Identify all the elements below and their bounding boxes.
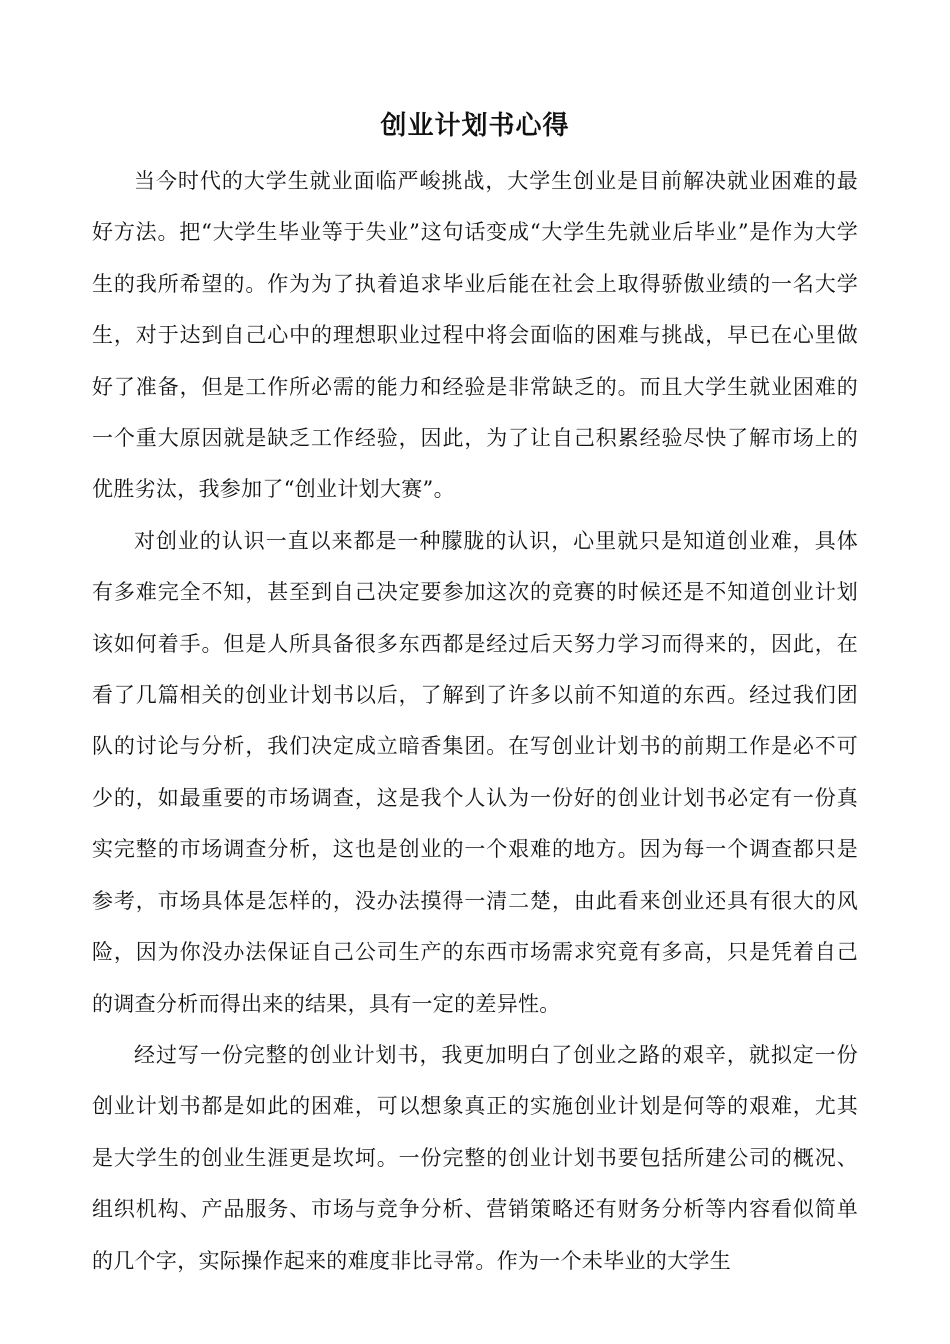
document-page (92, 96, 858, 1287)
paragraph-3: 经过写一份完整的创业计划书，我更加明白了创业之路的艰辛，就拟定一份创业计划书都是如此的困难，可以想象真正的实施创业计划是何等的艰难，尤其是大学生的创业生涯更是坎坷。一份完整的创业计划书要包括所建公司的概况、组织机构、产品服务、市场与竞争分析、营销策略还有财务分析等内容看似简单的几个字，实际操作起来的难度非比寻常。作为一个未毕业的大学生 (92, 1042, 858, 1273)
document-title: 创业计划书心得 (380, 111, 570, 141)
paragraph-2: 对创业的认识一直以来都是一种朦胧的认识，心里就只是知道创业难，具体有多难完全不知，甚至到自己决定要参加这次的竞赛的时候还是不知道创业计划该如何着手。但是人所具备很多东西都是经过后天努力学习而得来的，因此，在看了几篇相关的创业计划书以后，了解到了许多以前不知道的东西。经过我们团队的讨论与分析，我们决定成立暗香集团。在写创业计划书的前期工作是必不可少的，如最重要的市场调查，这是我个人认为一份好的创业计划书必定有一份真实完整的市场调查分析，这也是创业的一个艰难的地方。因为每一个调查都只是参考，市场具体是怎样的，没办法摸得一清二楚，由此看来创业还具有很大的风险，因为你没办法保证自己公司生产的东西市场需求究竟有多高，只是凭着自己的调查分析而得出来的结果，具有一定的差异性。 (92, 528, 858, 1016)
paragraph-1: 当今时代的大学生就业面临严峻挑战，大学生创业是目前解决就业困难的最好方法。把“大学生毕业等于失业”这句话变成“大学生先就业后毕业”是作为大学生的我所希望的。作为为了执着追求毕业后能在社会上取得骄傲业绩的一名大学生，对于达到自己心中的理想职业过程中将会面临的困难与挑战，早已在心里做好了准备，但是工作所必需的能力和经验是非常缺乏的。而且大学生就业困难的一个重大原因就是缺乏工作经验，因此，为了让自己积累经验尽快了解市场上的优胜劣汰，我参加了“创业计划大赛”。 (92, 169, 858, 502)
